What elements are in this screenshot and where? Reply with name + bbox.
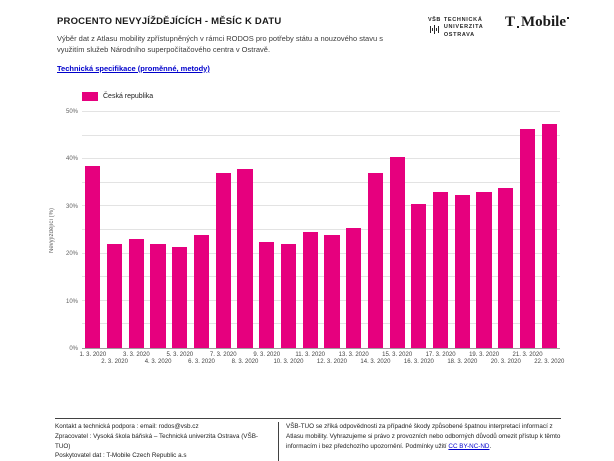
x-tick-label: 7. 3. 2020 <box>209 352 237 358</box>
tmobile-trademark-icon <box>567 17 569 19</box>
bar-14. 3. 2020[interactable] <box>368 173 383 348</box>
bar-7. 3. 2020[interactable] <box>216 173 231 348</box>
tmobile-dot-icon <box>517 26 519 28</box>
bar-9. 3. 2020[interactable] <box>259 242 274 348</box>
bar-5. 3. 2020[interactable] <box>172 247 187 348</box>
page-subtitle: Výběr dat z Atlasu mobility zpřístupněných v rámci RODOS pro potřeby státu a nouzového stavu s využitím služeb Národního superpočítačového centra v Ostravě. <box>57 34 383 54</box>
bar-19. 3. 2020[interactable] <box>476 192 491 348</box>
bars <box>82 112 560 348</box>
x-tick-label: 4. 3. 2020 <box>144 359 172 365</box>
bar-21. 3. 2020[interactable] <box>520 129 535 348</box>
x-tick-label: 5. 3. 2020 <box>166 352 194 358</box>
bar-17. 3. 2020[interactable] <box>433 192 448 348</box>
x-tick-cell <box>534 349 565 367</box>
bar-slot <box>386 112 408 348</box>
x-tick-label: 3. 3. 2020 <box>122 352 150 358</box>
x-tick-label: 14. 3. 2020 <box>360 359 391 365</box>
disclaimer-text: VŠB-TUO se zříká odpovědnosti za případné škody způsobené špatnou interpretací informací z Atlasu mobility. Vyhrazujeme si právo z provozních nebo odborných důvodů omezit přístup k těmto informacím i bez předchozího upozornění. Podmínky užití <box>286 423 561 450</box>
bar-slot <box>365 112 387 348</box>
x-tick-label: 21. 3. 2020 <box>512 352 543 358</box>
x-tick-label: 19. 3. 2020 <box>469 352 500 358</box>
bar-slot <box>234 112 256 348</box>
bar-slot <box>82 112 104 348</box>
bar-18. 3. 2020[interactable] <box>455 195 470 348</box>
bar-20. 3. 2020[interactable] <box>498 188 513 348</box>
x-tick-label: 20. 3. 2020 <box>490 359 521 365</box>
legend-swatch <box>82 92 98 101</box>
x-tick-label: 22. 3. 2020 <box>534 359 565 365</box>
y-tick-label: 10% <box>65 298 78 305</box>
x-tick-label: 18. 3. 2020 <box>447 359 478 365</box>
bar-slot <box>495 112 517 348</box>
bar-16. 3. 2020[interactable] <box>411 204 426 348</box>
technical-specification-link[interactable]: Technická specifikace (proměnné, metody) <box>57 63 210 73</box>
bar-11. 3. 2020[interactable] <box>303 232 318 348</box>
footer-contact: Kontakt a technická podpora : email: rodos@vsb.cz <box>55 423 199 430</box>
x-tick-label: 2. 3. 2020 <box>101 359 128 365</box>
bar-slot <box>408 112 430 348</box>
bar-slot <box>125 112 147 348</box>
chart-legend <box>82 90 565 102</box>
bar-slot <box>256 112 278 348</box>
bar-slot <box>191 112 213 348</box>
bar-slot <box>343 112 365 348</box>
x-tick-label: 12. 3. 2020 <box>316 359 347 365</box>
bar-slot <box>473 112 495 348</box>
chart <box>45 90 565 367</box>
bar-2. 3. 2020[interactable] <box>107 244 122 348</box>
x-tick-label: 15. 3. 2020 <box>382 352 413 358</box>
vsb-logo-left <box>428 17 441 39</box>
disclaimer-end: . <box>489 442 492 450</box>
bar-6. 3. 2020[interactable] <box>194 235 209 348</box>
bar-slot <box>169 112 191 348</box>
bar-slot <box>278 112 300 348</box>
vsb-line-3: OSTRAVA <box>443 31 475 38</box>
x-tick-label: 17. 3. 2020 <box>425 352 456 358</box>
bar-slot <box>538 112 560 348</box>
y-tick-label: 0% <box>69 346 78 352</box>
y-axis-labels <box>58 109 82 352</box>
soundwave-icon <box>430 25 439 34</box>
y-tick-label: 30% <box>65 203 78 210</box>
x-tick-label: 1. 3. 2020 <box>79 352 107 358</box>
bar-4. 3. 2020[interactable] <box>150 244 165 348</box>
y-tick-label: 40% <box>65 156 78 163</box>
x-axis-labels <box>79 349 565 367</box>
vsb-logo-text <box>444 17 484 39</box>
bar-slot <box>451 112 473 348</box>
x-tick-label: 9. 3. 2020 <box>253 352 281 358</box>
x-tick-label: 16. 3. 2020 <box>403 359 434 365</box>
x-tick-label: 8. 3. 2020 <box>231 359 259 365</box>
bar-slot <box>212 112 234 348</box>
footer-processor: Zpracovatel : Vysoká škola báňská – Technická univerzita Ostrava (VŠB-TUO) <box>55 432 258 450</box>
bar-10. 3. 2020[interactable] <box>281 244 296 348</box>
y-tick-label: 50% <box>65 109 78 115</box>
bar-3. 3. 2020[interactable] <box>129 239 144 348</box>
y-axis-title: Nevyjíždějící (%) <box>48 207 55 253</box>
bar-slot <box>321 112 343 348</box>
bar-22. 3. 2020[interactable] <box>542 124 557 348</box>
bar-12. 3. 2020[interactable] <box>324 235 339 348</box>
bar-13. 3. 2020[interactable] <box>346 228 361 348</box>
x-tick-label: 11. 3. 2020 <box>295 352 325 358</box>
vsb-line-1: TECHNICKÁ <box>443 17 483 23</box>
vsb-acronym: VŠB <box>428 17 441 23</box>
tmobile-t: T <box>505 14 516 30</box>
bar-slot <box>430 112 452 348</box>
bar-slot <box>517 112 539 348</box>
x-tick-label: 6. 3. 2020 <box>188 359 215 365</box>
footer <box>55 418 561 461</box>
footer-disclaimer <box>278 422 561 461</box>
x-tick-label: 10. 3. 2020 <box>273 359 304 365</box>
bar-slot <box>299 112 321 348</box>
footer-data-provider: Poskytovatel dat : T-Mobile Czech Republic a.s <box>55 452 187 460</box>
header <box>57 16 407 76</box>
bar-slot <box>147 112 169 348</box>
footer-left <box>55 422 278 461</box>
tmobile-logo <box>505 14 569 31</box>
x-tick-label: 13. 3. 2020 <box>338 352 369 358</box>
vsb-tuo-logo <box>428 17 483 39</box>
y-tick-label: 20% <box>65 251 78 258</box>
tmobile-name: Mobile <box>521 14 567 30</box>
plot-area <box>82 112 560 349</box>
bar-1. 3. 2020[interactable] <box>85 166 100 348</box>
bar-15. 3. 2020[interactable] <box>390 157 405 348</box>
bar-slot <box>104 112 126 348</box>
bar-8. 3. 2020[interactable] <box>237 169 252 348</box>
vsb-line-2: UNIVERZITA <box>443 24 484 31</box>
page-title: PROCENTO NEVYJÍŽDĚJÍCÍCH - MĚSÍC K DATU <box>57 16 282 27</box>
legend-label: Česká republika <box>103 92 154 100</box>
cc-license-link[interactable]: CC BY-NC-ND <box>448 442 490 450</box>
